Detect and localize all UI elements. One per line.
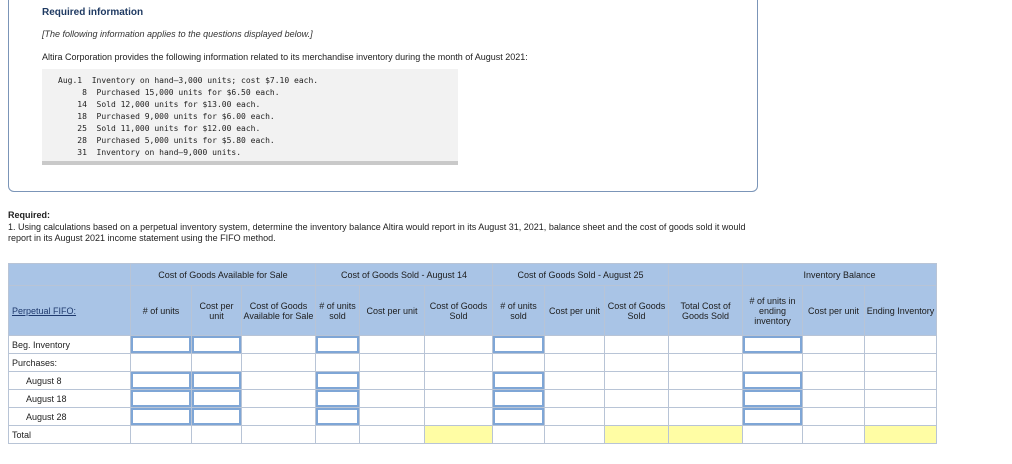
row-label-aug8: August 8 xyxy=(9,372,131,390)
total-s25-cost-cell xyxy=(545,426,605,444)
total-s14-cogs-cell xyxy=(425,426,493,444)
col-bal-total: Ending Inventory xyxy=(865,286,937,336)
row-label-beg: Beg. Inventory xyxy=(9,336,131,354)
fifo-table xyxy=(8,263,937,444)
total-bal-cost-cell xyxy=(803,426,865,444)
beg-s14-cost-cell xyxy=(360,336,425,354)
info-title: Required information xyxy=(42,7,144,18)
row-label-aug28: August 28 xyxy=(9,408,131,426)
aug18-s14-cost-cell xyxy=(360,390,425,408)
aug28-s25-cost-cell xyxy=(545,408,605,426)
transaction-line: 14 Sold 12,000 units for $13.00 each. xyxy=(58,100,261,109)
blank-cell xyxy=(131,354,192,372)
info-intro: Altira Corporation provides the following information related to its merchandise inventory during the month of August 2021: xyxy=(42,52,528,62)
aug8-bal-cost-cell xyxy=(803,372,865,390)
blank-cell xyxy=(425,354,493,372)
aug8-bal-units-input[interactable] xyxy=(743,372,802,389)
total-s14-units-cell xyxy=(316,426,360,444)
group-header-sold-aug14: Cost of Goods Sold - August 14 xyxy=(316,264,493,286)
aug28-total-cell xyxy=(242,408,316,426)
aug18-s25-total-cell xyxy=(605,390,669,408)
col-s25-units: # of units sold xyxy=(493,286,545,336)
col-s14-units: # of units sold xyxy=(316,286,360,336)
aug18-s14-units-input[interactable] xyxy=(316,390,359,407)
blank-cell xyxy=(242,354,316,372)
total-s14-cost-cell xyxy=(360,426,425,444)
aug18-bal-cost-cell xyxy=(803,390,865,408)
col-s25-total: Cost of Goods Sold xyxy=(605,286,669,336)
beg-s14-total-cell xyxy=(425,336,493,354)
aug28-s14-total-cell xyxy=(425,408,493,426)
col-total-cogs: Total Cost of Goods Sold xyxy=(669,286,743,336)
total-bal-units-cell xyxy=(743,426,803,444)
beg-total-cogs-cell xyxy=(669,336,743,354)
aug28-total-cogs-cell xyxy=(669,408,743,426)
corner-cell xyxy=(9,264,131,286)
blank-cell xyxy=(493,354,545,372)
aug28-s14-units-input[interactable] xyxy=(316,408,359,425)
blank-cell xyxy=(192,354,242,372)
col-avail-units: # of units xyxy=(131,286,192,336)
aug18-total-cogs-cell xyxy=(669,390,743,408)
blank-cell xyxy=(803,354,865,372)
total-cost-cell xyxy=(192,426,242,444)
blank-cell xyxy=(865,354,937,372)
aug8-s14-total-cell xyxy=(425,372,493,390)
aug18-s14-total-cell xyxy=(425,390,493,408)
aug18-s25-cost-cell xyxy=(545,390,605,408)
group-header-available: Cost of Goods Available for Sale xyxy=(131,264,316,286)
blank-cell xyxy=(669,354,743,372)
row-label-aug18: August 18 xyxy=(9,390,131,408)
beg-s14-units-input[interactable] xyxy=(316,336,359,353)
col-avail-cost: Cost per unit xyxy=(192,286,242,336)
aug28-units-input[interactable] xyxy=(131,408,191,425)
group-header-balance: Inventory Balance xyxy=(743,264,937,286)
beg-bal-total-cell xyxy=(865,336,937,354)
total-s25-units-cell xyxy=(493,426,545,444)
aug18-cost-input[interactable] xyxy=(192,390,241,407)
total-ending-inventory-cell xyxy=(865,426,937,444)
blank-cell xyxy=(605,354,669,372)
perpetual-fifo-label: Perpetual FIFO: xyxy=(9,286,131,336)
aug8-s14-units-input[interactable] xyxy=(316,372,359,389)
aug28-bal-cost-cell xyxy=(803,408,865,426)
col-s25-cost: Cost per unit xyxy=(545,286,605,336)
row-label-purchases: Purchases: xyxy=(9,354,131,372)
transaction-line: 28 Purchased 5,000 units for $5.80 each. xyxy=(58,136,275,145)
beg-s25-units-input[interactable] xyxy=(493,336,544,353)
total-s25-cogs-cell xyxy=(605,426,669,444)
required-heading: Required: xyxy=(8,210,51,220)
col-s14-cost: Cost per unit xyxy=(360,286,425,336)
aug8-bal-total-cell xyxy=(865,372,937,390)
blank-cell xyxy=(316,354,360,372)
aug8-total-cell xyxy=(242,372,316,390)
total-cogs-cell xyxy=(669,426,743,444)
aug8-s14-cost-cell xyxy=(360,372,425,390)
blank-cell xyxy=(360,354,425,372)
transactions-box xyxy=(42,69,458,165)
required-text: 1. Using calculations based on a perpetual inventory system, determine the inventory balance Altira would report in its August 31, 2021, balance sheet and the cost of goods sold it would report in its August 2021 income statement using the FIFO method. xyxy=(8,222,746,243)
blank-cell xyxy=(545,354,605,372)
aug8-s25-units-input[interactable] xyxy=(493,372,544,389)
col-s14-total: Cost of Goods Sold xyxy=(425,286,493,336)
info-note: [The following information applies to the questions displayed below.] xyxy=(42,29,313,39)
aug28-s14-cost-cell xyxy=(360,408,425,426)
group-header-sold-aug25: Cost of Goods Sold - August 25 xyxy=(493,264,669,286)
row-label-total: Total xyxy=(9,426,131,444)
aug18-s25-units-input[interactable] xyxy=(493,390,544,407)
transaction-line: Aug.1 Inventory on hand—3,000 units; cost $7.10 each. xyxy=(58,76,319,85)
aug28-s25-units-input[interactable] xyxy=(493,408,544,425)
blank-cell xyxy=(743,354,803,372)
beg-units-input[interactable] xyxy=(131,336,191,353)
total-units-cell xyxy=(131,426,192,444)
aug18-units-input[interactable] xyxy=(131,390,191,407)
col-avail-total: Cost of Goods Available for Sale xyxy=(242,286,316,336)
aug8-cost-input[interactable] xyxy=(192,372,241,389)
transaction-line: 8 Purchased 15,000 units for $6.50 each. xyxy=(58,88,280,97)
beg-bal-cost-cell xyxy=(803,336,865,354)
aug8-s25-total-cell xyxy=(605,372,669,390)
aug28-bal-units-input[interactable] xyxy=(743,408,802,425)
beg-cost-input[interactable] xyxy=(192,336,241,353)
aug8-total-cogs-cell xyxy=(669,372,743,390)
aug8-units-input[interactable] xyxy=(131,372,191,389)
aug18-bal-total-cell xyxy=(865,390,937,408)
total-avail-cell xyxy=(242,426,316,444)
col-bal-units: # of units in ending inventory xyxy=(743,286,803,336)
aug18-total-cell xyxy=(242,390,316,408)
aug28-cost-input[interactable] xyxy=(192,408,241,425)
aug18-bal-units-input[interactable] xyxy=(743,390,802,407)
aug28-s25-total-cell xyxy=(605,408,669,426)
transaction-line: 25 Sold 11,000 units for $12.00 each. xyxy=(58,124,261,133)
beg-s25-total-cell xyxy=(605,336,669,354)
aug8-s25-cost-cell xyxy=(545,372,605,390)
col-bal-cost: Cost per unit xyxy=(803,286,865,336)
group-header-blank xyxy=(669,264,743,286)
aug28-bal-total-cell xyxy=(865,408,937,426)
beg-s25-cost-cell xyxy=(545,336,605,354)
transaction-line: 31 Inventory on hand—9,000 units. xyxy=(58,148,242,157)
beg-total-cell xyxy=(242,336,316,354)
beg-bal-units-input[interactable] xyxy=(743,336,802,353)
transaction-line: 18 Purchased 9,000 units for $6.00 each. xyxy=(58,112,275,121)
